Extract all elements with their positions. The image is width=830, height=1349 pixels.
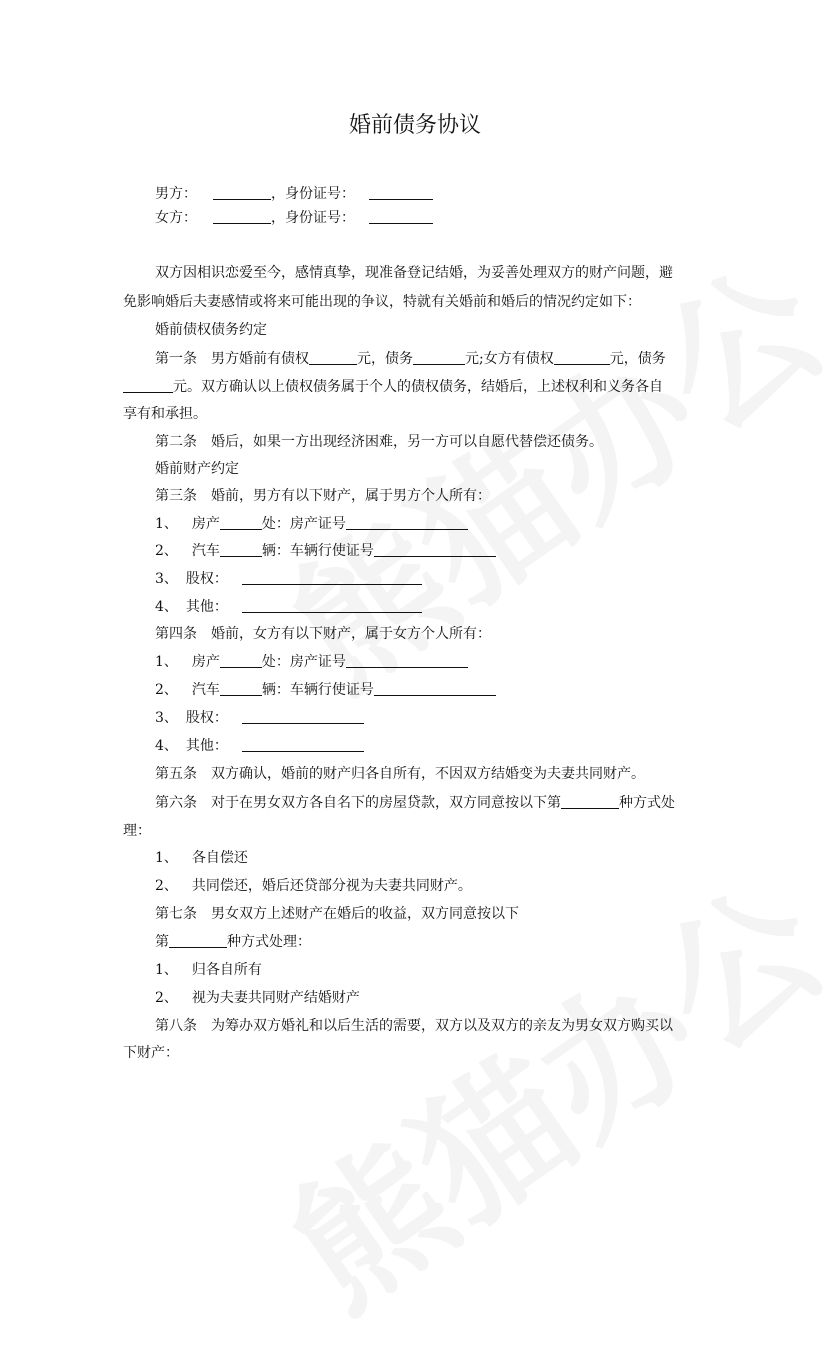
other-blank[interactable]: [242, 737, 364, 752]
art4-item-2: [155, 680, 496, 700]
item-label: 股权：: [185, 710, 228, 726]
car-count-blank[interactable]: [220, 542, 262, 557]
section-debt-heading: 婚前债权债务约定: [155, 322, 267, 338]
article-6-label: 第六条: [155, 795, 197, 811]
art7-text-2a: 第: [155, 934, 169, 950]
art3-item-2: [155, 541, 496, 561]
item-num: 2、: [155, 543, 178, 559]
equity-blank[interactable]: [242, 709, 364, 724]
article-3-label: 第三条: [155, 488, 197, 504]
option-num: 1、: [155, 850, 178, 866]
female-name-blank[interactable]: [213, 209, 271, 224]
art3-text: 婚前，男方有以下财产，属于男方个人所有：: [211, 488, 491, 504]
item-label: 股权：: [185, 571, 228, 587]
female-credit-blank[interactable]: [554, 350, 610, 365]
article-6-line-1: [155, 793, 675, 813]
art3-item-1: [155, 514, 468, 534]
option-num: 2、: [155, 878, 178, 894]
article-5-label: 第五条: [155, 766, 197, 782]
art3-item-3: [155, 569, 422, 589]
art8-text: 为筹办双方婚礼和以后生活的需要，双方以及双方的亲友为男女双方购买以: [211, 1018, 673, 1034]
art4-item-3: [155, 708, 364, 728]
option-text: 共同偿还，婚后还贷部分视为夫妻共同财产。: [191, 878, 472, 894]
option-text: 各自偿还: [191, 850, 248, 866]
article-4-line: [155, 624, 491, 644]
art6-option-2: [155, 876, 472, 896]
item-label: 汽车: [191, 682, 220, 698]
item-num: 3、: [155, 571, 178, 587]
male-label: 男方：: [155, 186, 197, 202]
article-5-line: [155, 764, 645, 784]
section-property-heading: 婚前财产约定: [155, 461, 239, 477]
art6-text-1: 对于在男女双方各自名下的房屋贷款，双方同意按以下第: [211, 795, 561, 811]
article-4-label: 第四条: [155, 626, 197, 642]
item-text: 辆：车辆行使证号: [261, 682, 374, 698]
female-id-label: ，身份证号：: [271, 210, 355, 226]
art1-text-4: 元，债务: [609, 351, 666, 367]
item-num: 1、: [155, 516, 178, 532]
party-female-line: [155, 208, 433, 228]
female-id-blank[interactable]: [369, 209, 433, 224]
art7-option-2: [155, 988, 360, 1008]
art7-text: 男女双方上述财产在婚后的收益，双方同意按以下: [211, 906, 519, 922]
article-7-line-2: [155, 932, 311, 952]
article-1-line-1: [155, 349, 666, 369]
art6-text-2: 种方式处: [619, 795, 675, 811]
option-text: 视为夫妻共同财产结婚财产: [191, 990, 360, 1006]
art1-text-5: 元。双方确认以上债权债务属于个人的债权债务，结婚后，上述权利和义务各自: [173, 379, 663, 395]
art1-text-3: 元;女方有债权: [465, 351, 554, 367]
article-6-line-2: 理：: [123, 823, 151, 839]
female-label: 女方：: [155, 210, 197, 226]
art6-option-1: [155, 848, 248, 868]
article-7-label: 第七条: [155, 906, 197, 922]
loan-option-blank[interactable]: [561, 794, 619, 809]
item-label: 其他：: [185, 738, 228, 754]
art1-text-1: 男方婚前有债权: [211, 351, 309, 367]
article-2-label: 第二条: [155, 434, 197, 450]
article-1-line-2: [123, 377, 663, 397]
male-id-label: ，身份证号：: [271, 186, 355, 202]
article-8-line-2: 下财产：: [123, 1045, 179, 1061]
item-label: 房产: [191, 516, 220, 532]
article-2-line: [155, 432, 603, 452]
art4-item-1: [155, 652, 468, 672]
art7-option-1: [155, 960, 262, 980]
item-label: 汽车: [191, 543, 220, 559]
item-label: 其他：: [185, 599, 228, 615]
item-text: 辆：车辆行使证号: [261, 543, 374, 559]
party-male-line: [155, 184, 433, 204]
item-text: 处：房产证号: [261, 516, 346, 532]
option-num: 1、: [155, 962, 178, 978]
male-credit-blank[interactable]: [309, 350, 357, 365]
male-debt-blank[interactable]: [413, 350, 465, 365]
art1-text-2: 元，债务: [357, 351, 413, 367]
article-1-line-3: 享有和承担。: [123, 406, 207, 422]
art4-item-4: [155, 736, 364, 756]
car-cert-blank[interactable]: [374, 681, 496, 696]
item-num: 4、: [155, 738, 178, 754]
car-cert-blank[interactable]: [374, 542, 496, 557]
house-cert-blank[interactable]: [346, 515, 468, 530]
income-option-blank[interactable]: [169, 933, 227, 948]
article-3-line: [155, 486, 491, 506]
art4-text: 婚前，女方有以下财产，属于女方个人所有：: [211, 626, 491, 642]
item-num: 1、: [155, 654, 178, 670]
house-count-blank[interactable]: [220, 653, 262, 668]
article-8-line-1: [155, 1016, 673, 1036]
art3-item-4: [155, 597, 422, 617]
male-id-blank[interactable]: [369, 185, 433, 200]
option-text: 归各自所有: [191, 962, 262, 978]
watermark: [242, 207, 830, 728]
male-name-blank[interactable]: [213, 185, 271, 200]
art5-text: 双方确认，婚前的财产归各自所有，不因双方结婚变为夫妻共同财产。: [211, 766, 645, 782]
house-count-blank[interactable]: [220, 515, 262, 530]
item-num: 2、: [155, 682, 178, 698]
female-debt-blank[interactable]: [123, 378, 173, 393]
article-7-line-1: [155, 904, 519, 924]
item-text: 处：房产证号: [261, 654, 346, 670]
equity-blank[interactable]: [242, 570, 422, 585]
intro-line-1: 双方因相识恋爱至今，感情真挚，现准备登记结婚，为妥善处理双方的财产问题，避: [155, 265, 673, 281]
article-8-label: 第八条: [155, 1018, 197, 1034]
art7-text-2b: 种方式处理：: [227, 934, 311, 950]
item-num: 4、: [155, 599, 178, 615]
car-count-blank[interactable]: [220, 681, 262, 696]
article-1-label: 第一条: [155, 351, 197, 367]
option-num: 2、: [155, 990, 178, 1006]
other-blank[interactable]: [242, 598, 422, 613]
item-label: 房产: [191, 654, 220, 670]
art2-text: 婚后，如果一方出现经济困难，另一方可以自愿代替偿还债务。: [211, 434, 603, 450]
house-cert-blank[interactable]: [346, 653, 468, 668]
intro-line-2: 免影响婚后夫妻感情或将来可能出现的争议，特就有关婚前和婚后的情况约定如下：: [123, 294, 641, 310]
page-title: 婚前债务协议: [348, 113, 481, 138]
item-num: 3、: [155, 710, 178, 726]
